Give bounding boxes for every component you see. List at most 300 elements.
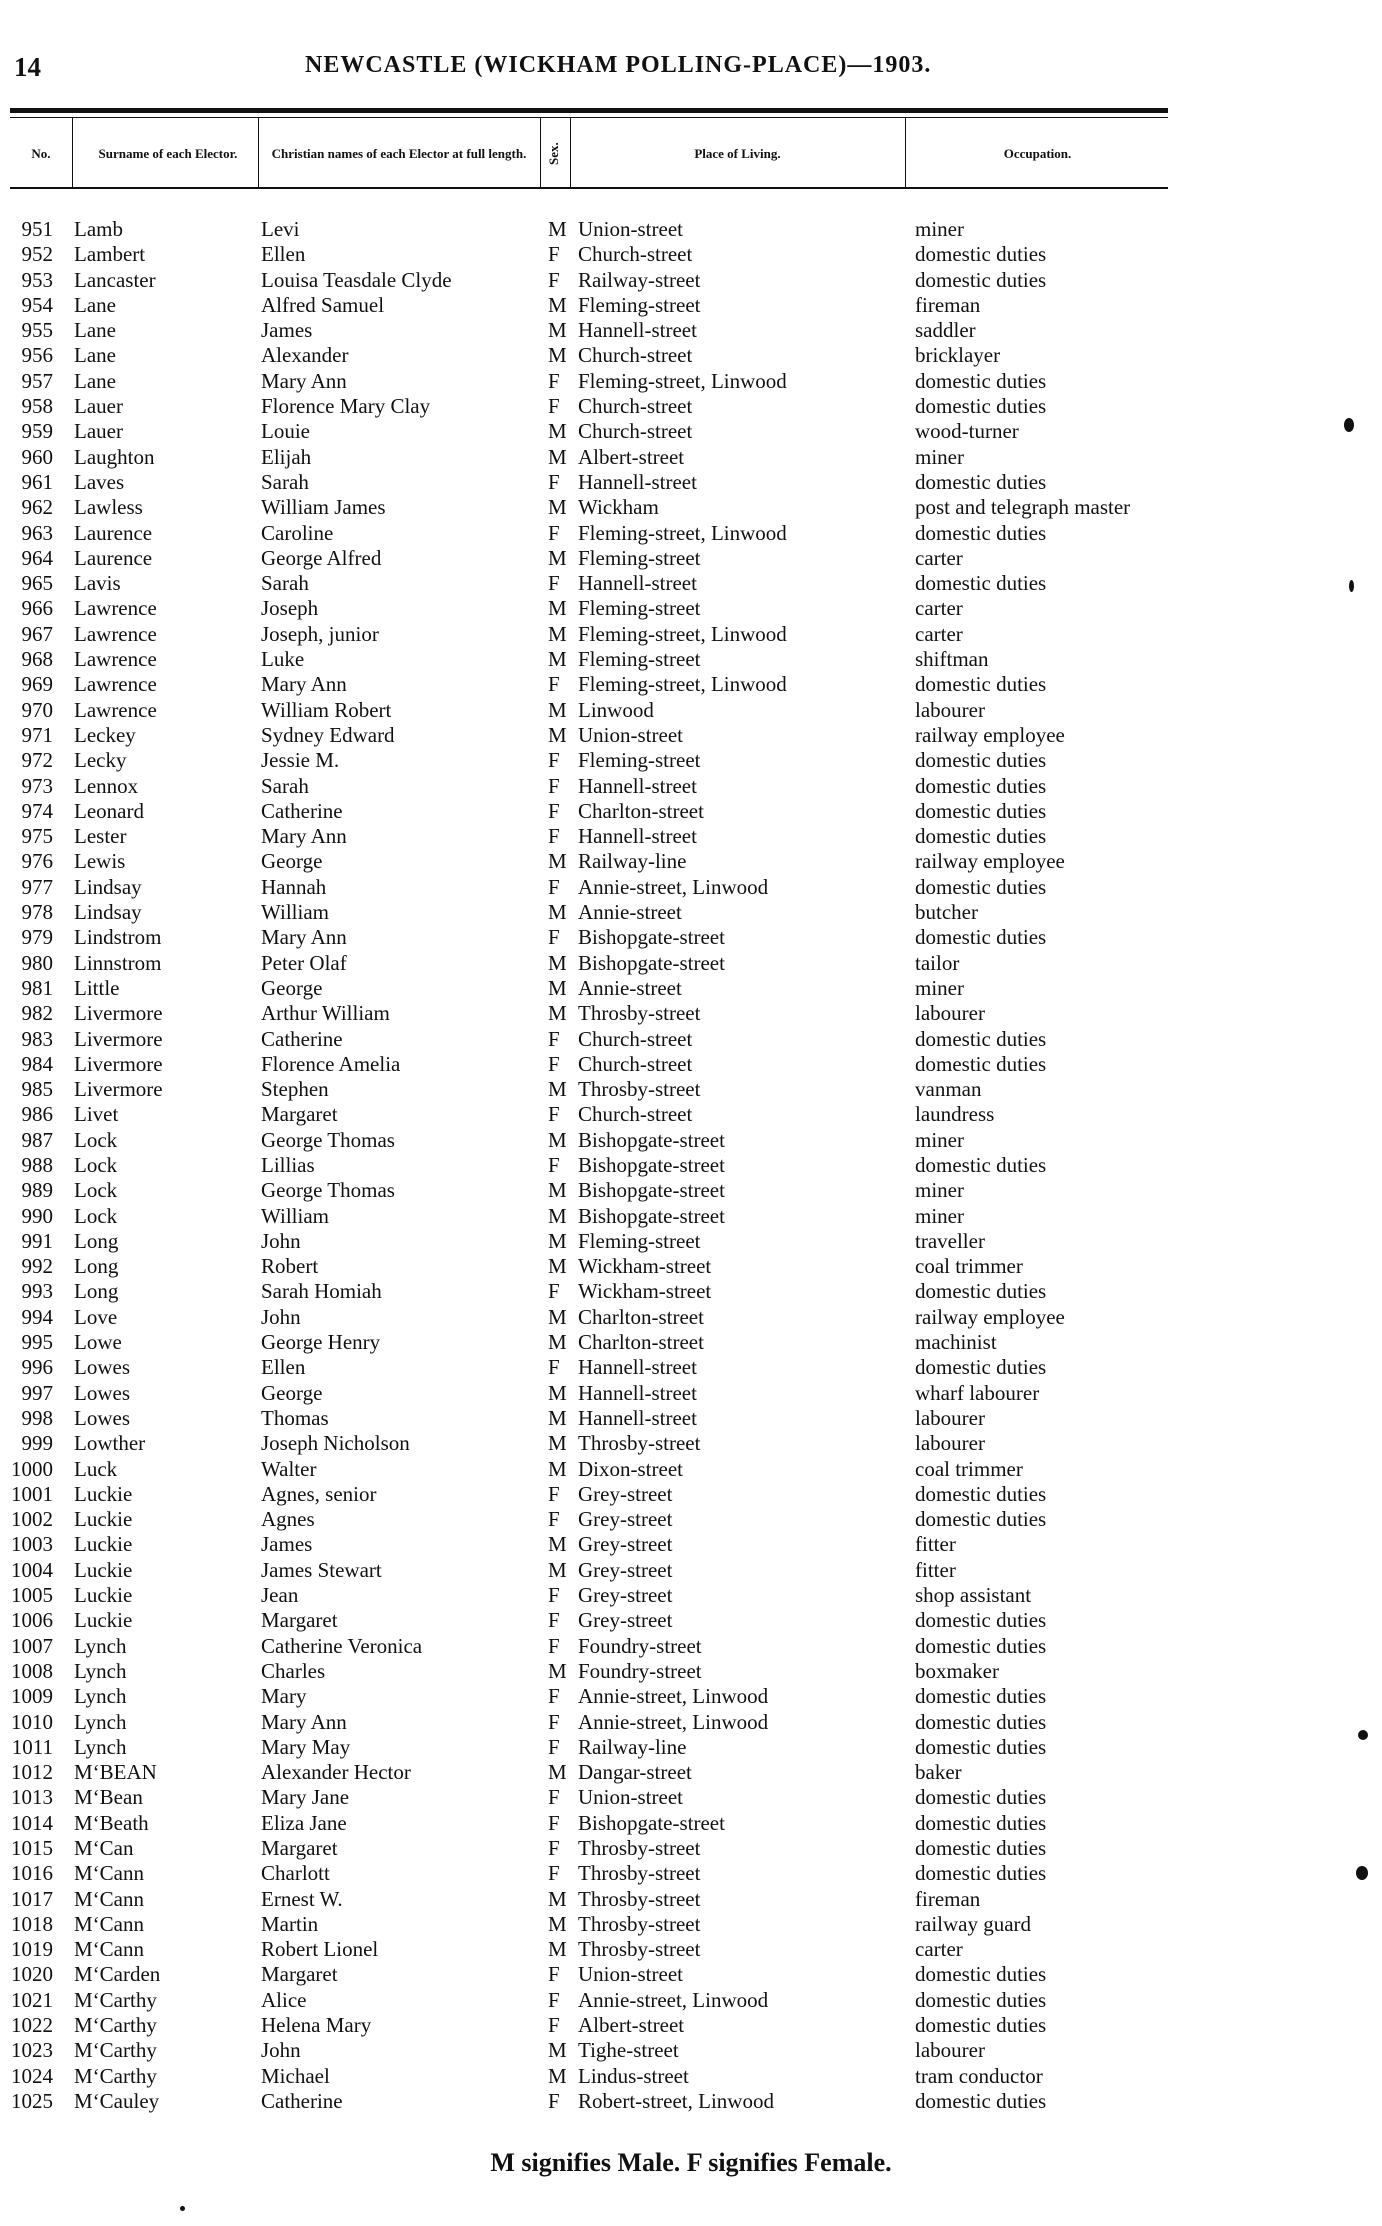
elector-row — [0, 875, 1382, 900]
elector-occupation: labourer — [915, 1001, 985, 1026]
elector-christian-names: Peter Olaf — [261, 950, 347, 975]
elector-sex: F — [548, 394, 560, 419]
elector-sex: M — [548, 545, 567, 570]
elector-surname: Luckie — [74, 1583, 133, 1608]
elector-place-of-living: Throsby-street — [578, 1861, 701, 1886]
elector-sex: F — [548, 571, 560, 596]
elector-place-of-living: Hannell-street — [578, 318, 697, 343]
elector-row — [0, 1305, 1382, 1330]
elector-sex: M — [548, 318, 567, 343]
elector-row — [0, 2013, 1382, 2038]
elector-surname: Lock — [74, 1203, 118, 1228]
elector-occupation: domestic duties — [915, 520, 1047, 545]
elector-row — [0, 2089, 1382, 2114]
elector-place-of-living: Wickham-street — [578, 1279, 712, 1304]
elector-christian-names: Louisa Teasdale Clyde — [261, 267, 452, 292]
elector-sex: F — [548, 1102, 560, 1127]
elector-place-of-living: Fleming-street — [578, 1228, 701, 1253]
elector-surname: Leonard — [74, 798, 144, 823]
column-header-sex: Sex. — [546, 142, 561, 166]
elector-surname: M‘Bean — [74, 1785, 143, 1810]
elector-place-of-living: Wickham — [578, 495, 659, 520]
elector-row — [0, 849, 1382, 874]
elector-place-of-living: Bishopgate-street — [578, 950, 725, 975]
column-header-place: Place of Living. — [694, 146, 781, 161]
elector-number: 1005 — [11, 1583, 53, 1608]
elector-number: 989 — [21, 1178, 53, 1203]
elector-occupation: domestic duties — [915, 1785, 1047, 1810]
elector-sex: M — [548, 444, 567, 469]
elector-sex: F — [548, 1152, 560, 1177]
elector-number: 968 — [21, 647, 53, 672]
elector-occupation: domestic duties — [915, 672, 1047, 697]
elector-row — [0, 1583, 1382, 1608]
elector-surname: Lewis — [74, 849, 126, 874]
elector-christian-names: Agnes, senior — [261, 1481, 377, 1506]
elector-row — [0, 343, 1382, 368]
elector-surname: M‘Carthy — [74, 2063, 157, 2088]
elector-place-of-living: Bishopgate-street — [578, 1127, 725, 1152]
elector-number: 960 — [21, 444, 53, 469]
elector-sex: M — [548, 217, 567, 241]
elector-row — [0, 1001, 1382, 1026]
elector-number: 961 — [21, 469, 53, 494]
elector-number: 966 — [21, 596, 53, 621]
column-header-surname: Surname of each Elector. — [98, 146, 238, 161]
elector-place-of-living: Church-street — [578, 242, 693, 267]
elector-occupation: domestic duties — [915, 1684, 1047, 1709]
elector-surname: Luckie — [74, 1507, 133, 1532]
elector-number: 1004 — [11, 1557, 53, 1582]
elector-occupation: traveller — [915, 1228, 985, 1253]
elector-surname: Lock — [74, 1152, 118, 1177]
elector-place-of-living: Dangar-street — [578, 1760, 692, 1785]
elector-number: 976 — [21, 849, 53, 874]
elector-occupation: tailor — [915, 950, 960, 975]
elector-row — [0, 1330, 1382, 1355]
elector-place-of-living: Church-street — [578, 343, 693, 368]
elector-number: 998 — [21, 1405, 53, 1430]
sex-legend: M signifies Male. F signifies Female. — [490, 2148, 892, 2177]
elector-christian-names: Margaret — [261, 1102, 338, 1127]
elector-place-of-living: Hannell-street — [578, 1380, 697, 1405]
elector-row — [0, 1355, 1382, 1380]
elector-place-of-living: Charlton-street — [578, 1304, 704, 1329]
elector-christian-names: Levi — [261, 217, 300, 241]
elector-surname: Lambert — [74, 242, 146, 267]
elector-number: 981 — [21, 975, 53, 1000]
elector-number: 1007 — [11, 1633, 53, 1658]
elector-number: 1020 — [11, 1962, 53, 1987]
elector-occupation: domestic duties — [915, 1481, 1047, 1506]
elector-surname: M‘Beath — [74, 1810, 149, 1835]
elector-surname: Lavis — [74, 571, 121, 596]
elector-occupation: domestic duties — [915, 1026, 1047, 1051]
elector-occupation: fitter — [915, 1557, 956, 1582]
elector-surname: Lawrence — [74, 596, 157, 621]
elector-row — [0, 1811, 1382, 1836]
elector-row — [0, 495, 1382, 520]
elector-row — [0, 1052, 1382, 1077]
elector-place-of-living: Charlton-street — [578, 798, 704, 823]
elector-christian-names: Catherine — [261, 798, 343, 823]
elector-christian-names: Eliza Jane — [261, 1810, 347, 1835]
elector-row — [0, 824, 1382, 849]
elector-christian-names: Mary Ann — [261, 672, 347, 697]
elector-row — [0, 217, 1382, 242]
elector-row — [0, 1785, 1382, 1810]
elector-place-of-living: Annie-street — [578, 975, 682, 1000]
elector-number: 1015 — [11, 1836, 53, 1860]
elector-row — [0, 318, 1382, 343]
elector-row — [0, 1128, 1382, 1153]
elector-place-of-living: Grey-street — [578, 1481, 673, 1506]
elector-occupation: domestic duties — [915, 1987, 1047, 2012]
elector-occupation: carter — [915, 596, 963, 621]
elector-sex: F — [548, 773, 560, 798]
scan-speck — [1344, 418, 1354, 432]
elector-christian-names: Stephen — [261, 1077, 329, 1102]
elector-sex: F — [548, 1785, 560, 1810]
elector-christian-names: Catherine Veronica — [261, 1633, 423, 1658]
elector-christian-names: Mary Ann — [261, 925, 347, 950]
elector-christian-names: Mary Ann — [261, 368, 347, 393]
elector-row — [0, 1229, 1382, 1254]
elector-christian-names: Sarah — [261, 571, 309, 596]
elector-number: 995 — [21, 1330, 53, 1355]
elector-surname: M‘Cann — [74, 1886, 144, 1911]
elector-occupation: domestic duties — [915, 874, 1047, 899]
elector-occupation: laundress — [915, 1102, 995, 1127]
elector-sex: M — [548, 621, 567, 646]
elector-sex: M — [548, 1203, 567, 1228]
elector-surname: Lauer — [74, 394, 123, 419]
elector-row — [0, 2064, 1382, 2089]
elector-place-of-living: Foundry-street — [578, 1658, 702, 1683]
elector-surname: M‘Cann — [74, 1861, 144, 1886]
column-divider — [540, 118, 541, 188]
elector-number: 991 — [21, 1228, 53, 1253]
elector-row — [0, 1861, 1382, 1886]
elector-sex: F — [548, 520, 560, 545]
elector-place-of-living: Grey-street — [578, 1507, 673, 1532]
elector-place-of-living: Throsby-street — [578, 1836, 701, 1860]
elector-place-of-living: Dixon-street — [578, 1456, 683, 1481]
elector-place-of-living: Albert-street — [578, 444, 685, 469]
elector-sex: M — [548, 1456, 567, 1481]
elector-sex: F — [548, 1633, 560, 1658]
elector-number: 957 — [21, 368, 53, 393]
elector-sex: M — [548, 1760, 567, 1785]
elector-christian-names: Caroline — [261, 520, 334, 545]
elector-surname: Leckey — [74, 722, 136, 747]
elector-surname: Lynch — [74, 1709, 127, 1734]
elector-surname: Luck — [74, 1456, 118, 1481]
elector-number: 1018 — [11, 1911, 53, 1936]
elector-occupation: domestic duties — [915, 469, 1047, 494]
elector-sex: M — [548, 1001, 567, 1026]
elector-place-of-living: Railway-line — [578, 1734, 687, 1759]
elector-sex: M — [548, 1886, 567, 1911]
elector-surname: M‘Cann — [74, 1937, 144, 1962]
elector-sex: M — [548, 1254, 567, 1279]
elector-sex: F — [548, 242, 560, 267]
elector-surname: Lynch — [74, 1684, 127, 1709]
elector-christian-names: Mary Ann — [261, 1709, 347, 1734]
elector-sex: F — [548, 1836, 560, 1860]
elector-sex: F — [548, 469, 560, 494]
elector-place-of-living: Fleming-street — [578, 596, 701, 621]
elector-surname: Lamb — [74, 217, 123, 241]
elector-place-of-living: Union-street — [578, 1785, 683, 1810]
elector-row — [0, 1608, 1382, 1633]
elector-surname: Long — [74, 1228, 119, 1253]
elector-row — [0, 1937, 1382, 1962]
elector-christian-names: Hannah — [261, 874, 327, 899]
elector-occupation: post and telegraph master — [915, 495, 1131, 520]
elector-number: 967 — [21, 621, 53, 646]
elector-occupation: coal trimmer — [915, 1254, 1023, 1279]
elector-christian-names: Elijah — [261, 444, 312, 469]
elector-number: 1003 — [11, 1532, 53, 1557]
elector-occupation: domestic duties — [915, 571, 1047, 596]
elector-row — [0, 925, 1382, 950]
elector-sex: M — [548, 900, 567, 925]
elector-christian-names: Helena Mary — [261, 2013, 372, 2038]
elector-number: 1022 — [11, 2013, 53, 2038]
elector-surname: Lester — [74, 824, 127, 849]
elector-surname: Lindsay — [74, 874, 142, 899]
elector-row — [0, 647, 1382, 672]
elector-sex: M — [548, 2063, 567, 2088]
elector-surname: Laurence — [74, 520, 153, 545]
elector-number: 1002 — [11, 1507, 53, 1532]
elector-christian-names: John — [261, 1228, 301, 1253]
elector-place-of-living: Throsby-street — [578, 1911, 701, 1936]
elector-christian-names: Florence Mary Clay — [261, 394, 431, 419]
elector-occupation: railway employee — [915, 1304, 1065, 1329]
elector-place-of-living: Fleming-street, Linwood — [578, 368, 787, 393]
elector-row — [0, 571, 1382, 596]
elector-sex: M — [548, 722, 567, 747]
elector-sex: F — [548, 1279, 560, 1304]
column-divider — [258, 118, 259, 188]
elector-number: 1011 — [11, 1734, 53, 1759]
elector-sex: M — [548, 1557, 567, 1582]
elector-occupation: domestic duties — [915, 773, 1047, 798]
elector-sex: M — [548, 343, 567, 368]
page-header — [0, 52, 1382, 92]
elector-occupation: fireman — [915, 292, 981, 317]
elector-christian-names: William — [261, 900, 329, 925]
scan-speck — [1358, 1730, 1368, 1740]
elector-row — [0, 1735, 1382, 1760]
column-header-occupation: Occupation. — [1003, 146, 1072, 161]
elector-number: 975 — [21, 824, 53, 849]
elector-place-of-living: Annie-street, Linwood — [578, 874, 769, 899]
elector-row — [0, 596, 1382, 621]
elector-number: 955 — [21, 318, 53, 343]
elector-christian-names: James — [261, 1532, 313, 1557]
elector-occupation: domestic duties — [915, 394, 1047, 419]
elector-row — [0, 1254, 1382, 1279]
elector-number: 964 — [21, 545, 53, 570]
elector-surname: Luckie — [74, 1557, 133, 1582]
elector-number: 993 — [21, 1279, 53, 1304]
elector-row — [0, 1887, 1382, 1912]
elector-surname: Livermore — [74, 1026, 163, 1051]
elector-number: 1000 — [11, 1456, 53, 1481]
elector-surname: Lawless — [74, 495, 143, 520]
elector-sex: M — [548, 1532, 567, 1557]
elector-row — [0, 546, 1382, 571]
elector-occupation: domestic duties — [915, 1836, 1047, 1860]
elector-place-of-living: Throsby-street — [578, 1937, 701, 1962]
elector-surname: Lowes — [74, 1380, 130, 1405]
elector-christian-names: Mary — [261, 1684, 307, 1709]
elector-row — [0, 1659, 1382, 1684]
elector-number: 1016 — [11, 1861, 53, 1886]
elector-surname: M‘Carthy — [74, 1987, 157, 2012]
elector-place-of-living: Throsby-street — [578, 1431, 701, 1456]
elector-occupation: boxmaker — [915, 1658, 999, 1683]
elector-place-of-living: Church-street — [578, 394, 693, 419]
elector-place-of-living: Throsby-street — [578, 1001, 701, 1026]
elector-occupation: domestic duties — [915, 1507, 1047, 1532]
elector-sex: M — [548, 1330, 567, 1355]
elector-christian-names: Sydney Edward — [261, 722, 395, 747]
elector-place-of-living: Railway-line — [578, 849, 687, 874]
elector-surname: Lawrence — [74, 697, 157, 722]
elector-surname: Lindsay — [74, 900, 142, 925]
elector-christian-names: William Robert — [261, 697, 392, 722]
column-header-no: No. — [31, 146, 51, 161]
elector-occupation: labourer — [915, 697, 985, 722]
elector-christian-names: Martin — [261, 1911, 319, 1936]
elector-row — [0, 672, 1382, 697]
elector-row — [0, 1027, 1382, 1052]
elector-number: 983 — [21, 1026, 53, 1051]
elector-place-of-living: Hannell-street — [578, 1355, 697, 1380]
elector-place-of-living: Bishopgate-street — [578, 1178, 725, 1203]
elector-row — [0, 2038, 1382, 2063]
elector-christian-names: George — [261, 975, 323, 1000]
elector-place-of-living: Lindus-street — [578, 2063, 689, 2088]
elector-place-of-living: Hannell-street — [578, 571, 697, 596]
elector-surname: Livermore — [74, 1001, 163, 1026]
elector-occupation: shop assistant — [915, 1583, 1032, 1608]
elector-christian-names: Louie — [261, 419, 310, 444]
elector-row — [0, 1558, 1382, 1583]
elector-sex: F — [548, 748, 560, 773]
elector-number: 990 — [21, 1203, 53, 1228]
elector-christian-names: Lillias — [261, 1152, 315, 1177]
elector-occupation: domestic duties — [915, 1152, 1047, 1177]
elector-occupation: wharf labourer — [915, 1380, 1040, 1405]
elector-sex: F — [548, 1051, 560, 1076]
elector-christian-names: Joseph, junior — [261, 621, 379, 646]
elector-row — [0, 1178, 1382, 1203]
elector-place-of-living: Fleming-street — [578, 647, 701, 672]
elector-row — [0, 1457, 1382, 1482]
elector-place-of-living: Church-street — [578, 1102, 693, 1127]
elector-sex: F — [548, 368, 560, 393]
elector-sex: F — [548, 1987, 560, 2012]
elector-sex: M — [548, 1431, 567, 1456]
elector-surname: M‘Cauley — [74, 2088, 160, 2113]
elector-sex: F — [548, 1583, 560, 1608]
elector-occupation: fitter — [915, 1532, 956, 1557]
elector-surname: M‘BEAN — [74, 1760, 157, 1785]
elector-occupation: miner — [915, 1203, 964, 1228]
elector-sex: F — [548, 1810, 560, 1835]
elector-number: 972 — [21, 748, 53, 773]
elector-row — [0, 1204, 1382, 1229]
elector-christian-names: George Henry — [261, 1330, 381, 1355]
elector-occupation: tram conductor — [915, 2063, 1043, 2088]
elector-sex: F — [548, 2088, 560, 2113]
elector-surname: Lowe — [74, 1330, 122, 1355]
elector-occupation: domestic duties — [915, 368, 1047, 393]
elector-occupation: vanman — [915, 1077, 982, 1102]
elector-row — [0, 1760, 1382, 1785]
elector-christian-names: John — [261, 1304, 301, 1329]
elector-row — [0, 1381, 1382, 1406]
elector-surname: Linnstrom — [74, 950, 162, 975]
elector-row — [0, 445, 1382, 470]
elector-occupation: domestic duties — [915, 2013, 1047, 2038]
elector-christian-names: John — [261, 2038, 301, 2063]
elector-row — [0, 369, 1382, 394]
elector-occupation: carter — [915, 1937, 963, 1962]
elector-surname: Lauer — [74, 419, 123, 444]
scan-speck — [1349, 580, 1354, 592]
elector-surname: M‘Cann — [74, 1911, 144, 1936]
elector-sex: F — [548, 1481, 560, 1506]
elector-surname: Lecky — [74, 748, 127, 773]
elector-number: 994 — [21, 1304, 53, 1329]
elector-row — [0, 293, 1382, 318]
elector-number: 971 — [21, 722, 53, 747]
elector-sex: M — [548, 1077, 567, 1102]
elector-christian-names: Mary Ann — [261, 824, 347, 849]
elector-surname: Lock — [74, 1178, 118, 1203]
elector-surname: Livermore — [74, 1077, 163, 1102]
elector-christian-names: George Alfred — [261, 545, 382, 570]
elector-number: 969 — [21, 672, 53, 697]
elector-place-of-living: Throsby-street — [578, 1077, 701, 1102]
elector-place-of-living: Fleming-street — [578, 292, 701, 317]
elector-place-of-living: Annie-street, Linwood — [578, 1684, 769, 1709]
elector-row — [0, 1710, 1382, 1735]
elector-occupation: domestic duties — [915, 798, 1047, 823]
elector-surname: Laurence — [74, 545, 153, 570]
elector-surname: Long — [74, 1279, 119, 1304]
column-divider — [905, 118, 906, 188]
header-rule-thin — [10, 117, 1168, 118]
elector-number: 977 — [21, 874, 53, 899]
elector-place-of-living: Hannell-street — [578, 1405, 697, 1430]
elector-christian-names: Sarah — [261, 469, 309, 494]
elector-row — [0, 1482, 1382, 1507]
elector-place-of-living: Church-street — [578, 419, 693, 444]
elector-row — [0, 470, 1382, 495]
elector-row — [0, 242, 1382, 267]
elector-sex: F — [548, 267, 560, 292]
elector-sex: M — [548, 1304, 567, 1329]
elector-number: 973 — [21, 773, 53, 798]
elector-occupation: labourer — [915, 1405, 985, 1430]
